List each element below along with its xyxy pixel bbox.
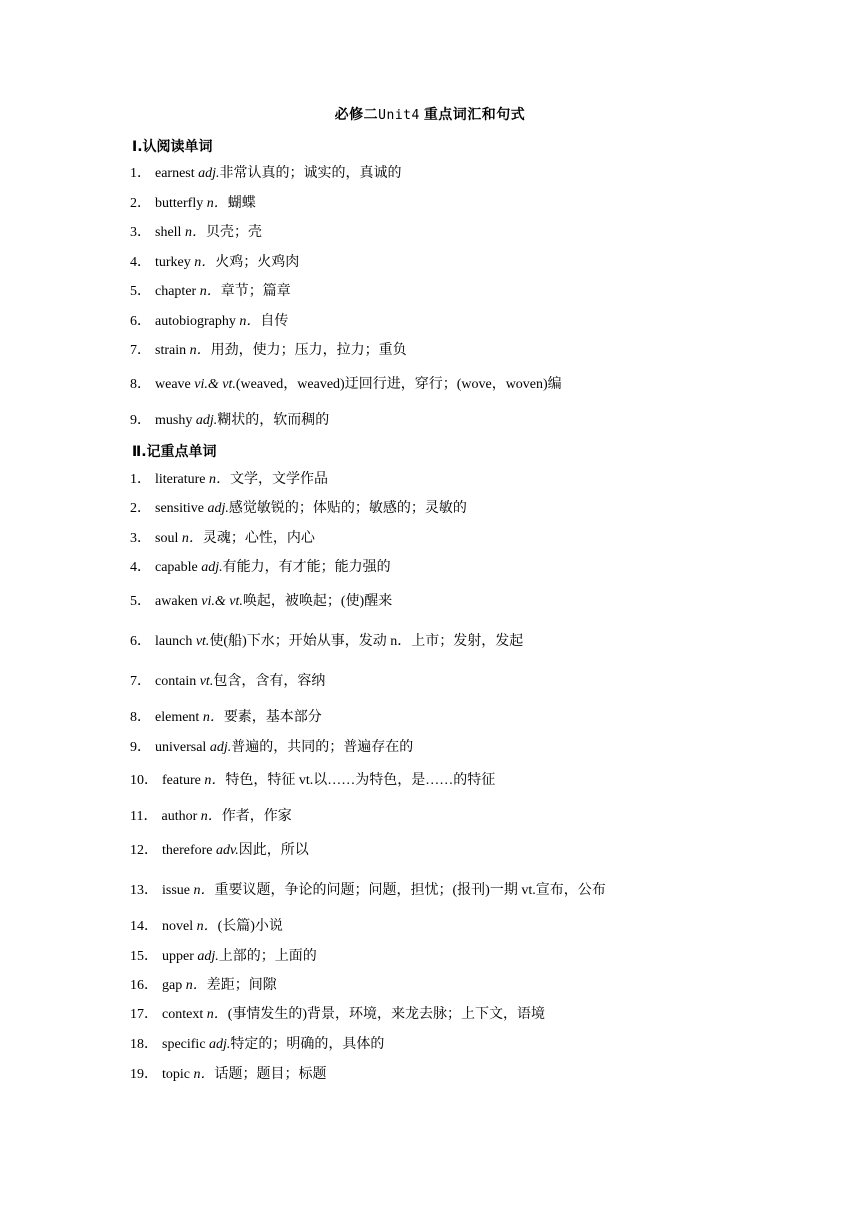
vocab-word: element [155,710,203,725]
vocab-item [130,977,277,995]
vocab-word: sensitive [155,501,208,516]
vocab-def: 包含，含有，容纳 [213,674,326,689]
vocab-num: 17． [130,1007,158,1022]
vocab-word: earnest [155,166,199,181]
vocab-num: 14． [130,919,158,934]
vocab-num: 13． [130,883,158,898]
vocab-item [130,530,315,548]
vocab-item [130,1066,327,1084]
vocab-item [130,808,292,826]
vocab-item [130,471,328,489]
vocab-pos: n． [193,883,215,898]
section2-heading: Ⅱ.记重点单词 [132,444,217,460]
vocab-pos: n． [200,809,222,824]
vocab-def: 章节；篇章 [220,284,291,299]
vocab-word: butterfly [155,196,207,211]
vocab-pos: vi.& vt. [194,377,236,392]
vocab-def: 文学，文学作品 [230,472,329,487]
vocab-pos: n． [209,472,231,487]
vocab-item [130,1036,384,1054]
vocab-word: gap [162,978,186,993]
vocab-pos: vt. [199,674,214,689]
vocab-num: 2． [130,501,151,516]
vocab-item [130,224,262,242]
vocab-pos: n． [184,225,206,240]
vocab-pos: adj. [198,166,220,181]
vocab-def: 感觉敏锐的；体贴的；敏感的；灵敏的 [228,501,467,516]
vocab-def: 火鸡；火鸡肉 [215,255,300,270]
vocab-num: 6． [130,634,151,649]
page-title [0,104,860,124]
vocab-pos: adv. [216,843,239,858]
section1-heading: Ⅰ.认阅读单词 [132,139,213,155]
vocab-word: contain [155,674,200,689]
vocab-word: mushy [155,413,196,428]
vocab-pos: n． [194,255,216,270]
vocab-pos: n． [189,343,211,358]
title-suffix: 重点词汇和句式 [419,108,526,123]
vocab-def: 差距；间隙 [206,978,277,993]
vocab-num: 9． [130,413,151,428]
vocab-word: weave [155,377,195,392]
vocab-item [130,882,606,900]
title-prefix: 必修二 [334,108,379,123]
vocab-pos: n． [202,710,224,725]
vocab-word: context [162,1007,207,1022]
vocab-word: literature [155,472,210,487]
vocab-num: 18． [130,1037,158,1052]
vocab-item [130,673,325,691]
vocab-pos: n． [204,773,226,788]
vocab-item [130,842,309,860]
vocab-num: 3． [130,225,151,240]
vocab-def: 特色，特征 vt.以……为特色，是……的特征 [225,773,496,788]
vocab-num: 8． [130,710,151,725]
vocab-item [130,412,329,430]
vocab-num: 19． [130,1067,158,1082]
vocab-num: 7． [130,343,151,358]
vocab-item [130,918,283,936]
vocab-def: 用劲，使力；压力，拉力；重负 [210,343,407,358]
vocab-word: topic [162,1067,194,1082]
vocab-def: (长篇)小说 [217,919,283,934]
vocab-num: 15． [130,949,158,964]
vocab-num: 1． [130,166,151,181]
vocab-def: 灵魂；心性，内心 [202,531,315,546]
vocab-pos: adj. [207,501,229,516]
vocab-num: 5． [130,594,151,609]
vocab-num: 2． [130,196,151,211]
vocab-num: 4． [130,255,151,270]
vocab-pos: n． [181,531,203,546]
vocab-pos: adj. [197,949,219,964]
vocab-word: issue [162,883,194,898]
vocab-num: 11． [130,809,158,824]
vocab-item [130,313,288,331]
vocab-num: 9． [130,740,151,755]
vocab-def: 蝴蝶 [227,196,256,211]
vocab-item [130,772,495,790]
vocab-item [130,165,402,183]
vocab-word: specific [162,1037,210,1052]
vocab-num: 3． [130,531,151,546]
vocab-pos: n． [206,1007,228,1022]
vocab-def: 上部的；上面的 [218,949,317,964]
vocab-pos: n． [239,314,261,329]
vocab-def: 普遍的，共同的；普遍存在的 [231,740,414,755]
vocab-def: 非常认真的；诚实的，真诚的 [219,166,402,181]
vocab-item [130,593,392,611]
vocab-num: 12． [130,843,158,858]
vocab-def: 因此，所以 [238,843,309,858]
vocab-pos: n． [199,284,221,299]
vocab-item [130,948,317,966]
vocab-item [130,342,407,360]
vocab-word: launch [155,634,196,649]
title-unit: Unit4 [378,108,420,123]
vocab-word: soul [155,531,182,546]
vocab-item [130,376,562,394]
vocab-item [130,709,322,727]
vocab-pos: adj. [195,413,218,428]
vocab-def: 贝壳；壳 [205,225,262,240]
vocab-word: strain [155,343,190,358]
vocab-pos: n． [185,978,207,993]
vocab-word: universal [155,740,210,755]
vocab-def: 糊状的，软而稠的 [217,413,330,428]
vocab-word: turkey [155,255,195,270]
vocab-item [130,739,413,757]
vocab-word: feature [162,773,205,788]
vocab-pos: n． [196,919,218,934]
vocab-def: 话题；题目；标题 [214,1067,327,1082]
vocab-pos: adj. [201,560,223,575]
vocab-item [130,1006,545,1024]
vocab-num: 1． [130,472,151,487]
vocab-num: 8． [130,377,151,392]
vocab-def: 唤起，被唤起；(使)醒来 [242,594,393,609]
vocab-item [130,559,391,577]
vocab-pos: vi.& vt. [201,594,243,609]
vocab-def: (事情发生的)背景，环境，来龙去脉；上下文，语境 [227,1007,546,1022]
vocab-word: therefore [162,843,217,858]
vocab-pos: vt. [195,634,210,649]
vocab-def: 有能力，有才能；能力强的 [222,560,391,575]
vocab-def: (weaved，weaved)迂回行进，穿行；(wove，woven)编 [235,377,562,392]
vocab-num: 6． [130,314,151,329]
vocab-word: capable [155,560,202,575]
vocab-num: 4． [130,560,151,575]
vocab-item [130,500,467,518]
vocab-word: author [161,809,201,824]
vocab-item [130,195,256,213]
vocab-pos: n． [206,196,228,211]
vocab-item [130,283,291,301]
vocab-num: 7． [130,674,151,689]
vocab-word: autobiography [155,314,240,329]
vocab-word: upper [162,949,198,964]
vocab-num: 10． [130,773,158,788]
vocab-pos: n． [193,1067,215,1082]
vocab-def: 作者，作家 [221,809,292,824]
vocab-word: awaken [155,594,202,609]
vocab-item [130,254,299,272]
vocab-def: 使(船)下水；开始从事，发动 n．上市；发射，发起 [209,634,524,649]
vocab-def: 要素，基本部分 [223,710,322,725]
vocab-def: 重要议题，争论的问题；问题，担忧；(报刊)一期 vt.宣布，公布 [214,883,606,898]
vocab-def: 特定的；明确的，具体的 [230,1037,385,1052]
vocab-num: 5． [130,284,151,299]
vocab-pos: adj. [209,1037,231,1052]
vocab-word: shell [155,225,185,240]
vocab-def: 自传 [260,314,289,329]
vocab-pos: adj. [209,740,232,755]
vocab-item [130,633,523,651]
vocab-word: novel [162,919,197,934]
vocab-num: 16． [130,978,158,993]
vocab-word: chapter [155,284,200,299]
